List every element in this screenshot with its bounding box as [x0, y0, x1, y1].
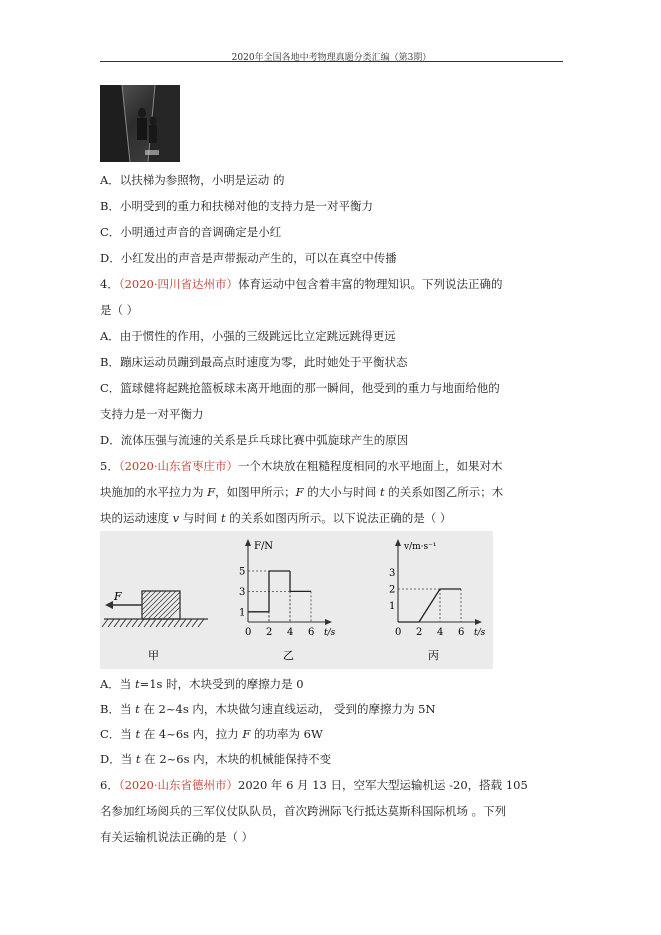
panel-a-force-label: F [114, 590, 122, 603]
q5-figure [100, 531, 493, 669]
q5-a-post: =1s 时，木块受到的摩擦力是 0 [139, 677, 304, 691]
q6-stem-line-2: 名参加红场阅兵的三军仪仗队队员，首次跨洲际飞行抵达莫斯科国际机场 。下列 [100, 804, 507, 818]
x-tick-label: 4 [437, 627, 444, 638]
panel-a-caption: 甲 [148, 649, 159, 662]
q5-option-d [100, 752, 331, 766]
q5-b-pre: B．当 [100, 702, 136, 716]
q5-option-c [100, 727, 323, 741]
q6-stem-text: 2020 年 6 月 13 日，空军大型运输机运 -20，搭载 105 [238, 778, 528, 792]
q5-var-t: t [379, 485, 385, 499]
q5-stem-2a: 块施加的水平拉力为 [100, 485, 208, 499]
y-tick-label: 1 [239, 607, 246, 619]
q3-option-d: D．小红发出的声音是声带振动产生的，可以在真空中传播 [100, 251, 397, 265]
q6-stem-line-3: 有关运输机说法正确的是（ ） [100, 830, 254, 844]
y-tick-label: 1 [389, 601, 396, 612]
q5-stem-2c: 的大小与时间 [303, 485, 380, 499]
x-tick-label: 2 [416, 627, 423, 638]
data-segment [419, 589, 440, 622]
q5-stem-2b: ，如图甲所示； [215, 485, 296, 499]
x-tick-label: 6 [308, 627, 315, 638]
x-tick-label: 0 [395, 627, 402, 638]
q4-number: 4． [100, 277, 119, 291]
q3-option-a: A．以扶梯为参照物，小明是运动 的 [100, 173, 285, 187]
q5-stem-3c: 的关系如图丙所示。以下说法正确的是（ ） [225, 511, 452, 525]
q5-c-var: t [135, 727, 141, 741]
q5-stem-line-1 [100, 459, 503, 473]
q4-source-tag: （2020·四川省达州市） [118, 277, 238, 291]
y-tick-label: 3 [239, 586, 246, 598]
q5-var-F2: F [295, 485, 304, 499]
q6-number: 6． [100, 778, 119, 792]
q4-option-d: D．流体压强与流速的关系是乒乓球比赛中弧旋球产生的原因 [100, 433, 409, 447]
panel-b-ylabel: F/N [254, 541, 274, 552]
q5-stem-3b: 与时间 [179, 511, 221, 525]
panel-b-caption: 乙 [283, 649, 294, 662]
q5-number: 5． [100, 459, 119, 473]
panel-c-ylabel: v/m·s⁻¹ [404, 542, 437, 552]
q4-stem-line-1 [100, 277, 503, 291]
q5-option-b [100, 702, 436, 716]
q5-stem-3a: 块的运动速度 [100, 511, 173, 525]
q5-var-t2: t [220, 511, 226, 525]
q5-stem-line-3 [100, 511, 451, 525]
q4-option-c: C．篮球健将起跳抢篮板球未离开地面的那一瞬间，他受到的重力与地面给他的 [100, 381, 500, 395]
x-tick-label: 6 [458, 627, 465, 638]
q5-a-pre: A．当 [100, 677, 135, 691]
panel-b-force-time-graph [239, 539, 336, 662]
page-header: 2020年全国各地中考物理真题分类汇编（第3期） [231, 53, 432, 63]
q5-d-var: t [135, 752, 141, 766]
q5-stem-line-2 [100, 485, 503, 499]
escalator-photo [100, 85, 180, 162]
y-tick-label: 5 [239, 566, 246, 578]
q6-source-tag: （2020·山东省德州市） [118, 778, 238, 792]
q5-var-v: v [172, 511, 180, 525]
q5-source-tag: （2020·山东省枣庄市） [118, 459, 238, 473]
q5-d-post: 在 2~6s 内，木块的机械能保持不变 [140, 752, 332, 766]
q5-a-var: t [134, 677, 140, 691]
y-tick-label: 2 [389, 584, 396, 596]
q5-stem-text: 一个木块放在粗糙程度相同的水平地面上，如果对木 [238, 459, 503, 473]
panel-c-velocity-time-graph [389, 539, 486, 662]
panel-b-xlabel: t/s [324, 628, 336, 638]
header-rule [100, 61, 563, 62]
q5-c-var2: F [242, 727, 251, 741]
q5-c-post: 的功率为 6W [250, 727, 323, 741]
q3-option-c: C．小明通过声音的音调确定是小红 [100, 225, 282, 239]
q4-stem-line-2: 是（ ） [100, 303, 139, 317]
y-tick-label: 3 [389, 568, 396, 579]
q4-option-a: A．由于惯性的作用，小强的三级跳远比立定跳远跳得更远 [100, 329, 396, 343]
q5-option-a [100, 677, 304, 691]
wood-block [142, 591, 180, 619]
panel-c-xlabel: t/s [474, 628, 486, 638]
panel-a-block-diagram [102, 590, 208, 662]
q5-var-F: F [207, 485, 216, 499]
q5-b-var: t [135, 702, 140, 716]
q5-d-pre: D．当 [100, 752, 136, 766]
panel-c-caption: 丙 [428, 649, 439, 662]
q6-stem-line-1 [100, 778, 528, 792]
q4-option-b: B．蹦床运动员蹦到最高点时速度为零，此时她处于平衡状态 [100, 355, 408, 369]
q4-option-c-cont: 支持力是一对平衡力 [100, 407, 204, 421]
x-tick-label: 0 [245, 627, 252, 638]
q5-c-mid: 在 4~6s 内，拉力 [140, 727, 243, 741]
x-tick-label: 4 [287, 627, 294, 638]
q4-stem-text: 体育运动中包含着丰富的物理知识。下列说法正确的 [238, 277, 503, 291]
q5-stem-2d: 的关系如图乙所示；木 [384, 485, 504, 499]
q5-c-pre: C．当 [100, 727, 136, 741]
x-tick-label: 2 [266, 627, 273, 638]
q5-b-post: 在 2~4s 内，木块做匀速直线运动， 受到的摩擦力为 5N [139, 702, 436, 716]
q3-option-b: B．小明受到的重力和扶梯对他的支持力是一对平衡力 [100, 199, 373, 213]
